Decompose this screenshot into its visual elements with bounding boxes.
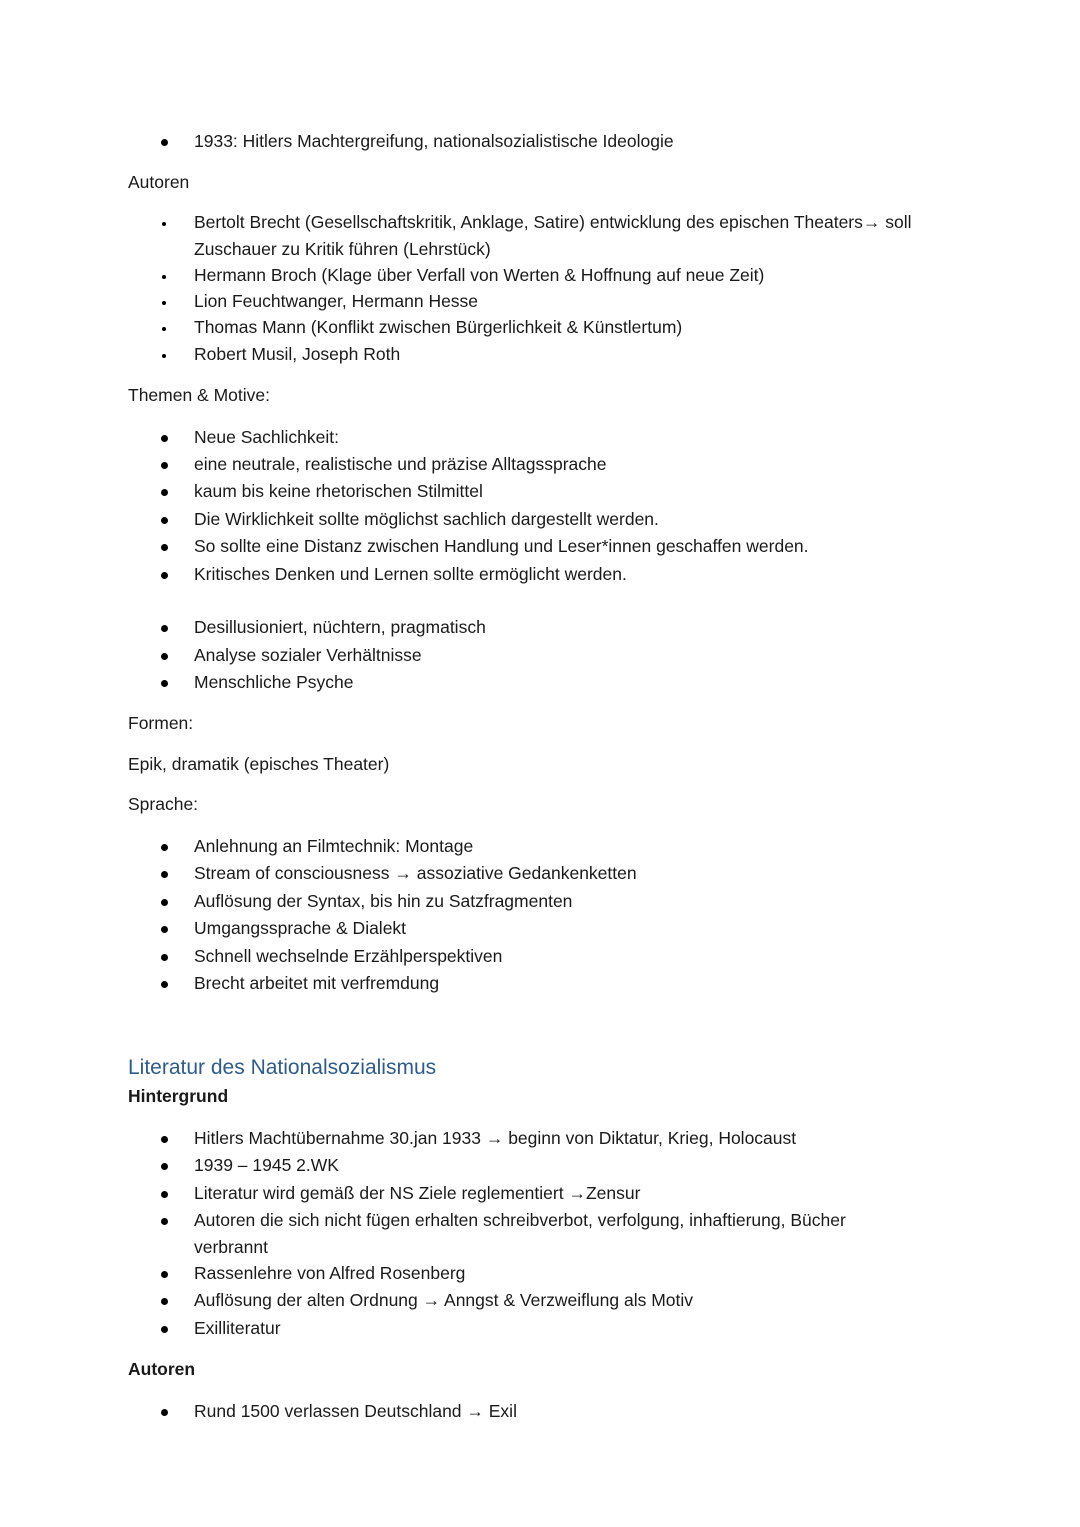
bullet-icon [154, 128, 174, 155]
section-heading: Literatur des Nationalsozialismus [128, 1056, 437, 1079]
list-item: Autoren die sich nicht fügen erhalten schreibverbot, verfolgung, inhaftierung, Bücher [194, 1210, 846, 1230]
list-item: eine neutrale, realistische und präzise Alltagssprache [194, 454, 607, 474]
section-label-themen: Themen & Motive: [128, 385, 270, 405]
bullet-icon [154, 888, 174, 915]
list-item: Rund 1500 verlassen Deutschland → Exil [194, 1401, 517, 1421]
bullet-icon [154, 1315, 174, 1342]
bullet-icon [154, 642, 174, 669]
bullet-icon [154, 314, 174, 341]
list-item: Auflösung der alten Ordnung → Anngst & Verzweiflung als Motiv [194, 1290, 694, 1310]
section-label-sprache: Sprache: [128, 794, 199, 814]
list-item: Lion Feuchtwanger, Hermann Hesse [194, 291, 479, 311]
section-label-formen: Formen: [128, 713, 194, 733]
bullet-icon [154, 669, 174, 696]
list-item: Umgangssprache & Dialekt [194, 918, 407, 938]
list-item: Thomas Mann (Konflikt zwischen Bürgerlichkeit & Künstlertum) [194, 317, 683, 337]
list-item: Rassenlehre von Alfred Rosenberg [194, 1263, 466, 1283]
bullet-icon [154, 833, 174, 860]
bullet-icon [154, 915, 174, 942]
bullet-icon [154, 262, 174, 289]
bullet-icon [154, 1180, 174, 1207]
section-label-hintergrund: Hintergrund [128, 1086, 229, 1106]
list-item: 1933: Hitlers Machtergreifung, nationalsozialistische Ideologie [194, 131, 674, 151]
list-item: Desillusioniert, nüchtern, pragmatisch [194, 617, 486, 637]
bullet-icon [154, 860, 174, 887]
list-item: Menschliche Psyche [194, 672, 354, 692]
list-item-continuation: Zuschauer zu Kritik führen (Lehrstück) [194, 239, 491, 259]
list-item: Literatur wird gemäß der NS Ziele reglementiert →Zensur [194, 1183, 641, 1203]
bullet-icon [154, 1152, 174, 1179]
list-item: Kritisches Denken und Lernen sollte ermöglicht werden. [194, 564, 627, 584]
list-item: kaum bis keine rhetorischen Stilmittel [194, 481, 483, 501]
bullet-icon [154, 424, 174, 451]
bullet-icon [154, 1260, 174, 1287]
list-item: Robert Musil, Joseph Roth [194, 344, 401, 364]
list-item: So sollte eine Distanz zwischen Handlung und Leser*innen geschaffen werden. [194, 536, 809, 556]
bullet-icon [154, 478, 174, 505]
list-item: Auflösung der Syntax, bis hin zu Satzfragmenten [194, 891, 573, 911]
formen-text: Epik, dramatik (episches Theater) [128, 754, 390, 774]
list-item-continuation: verbrannt [194, 1237, 268, 1257]
list-item: Bertolt Brecht (Gesellschaftskritik, Anklage, Satire) entwicklung des epischen Theaters→ soll [194, 212, 912, 232]
bullet-icon [154, 1287, 174, 1314]
bullet-icon [154, 341, 174, 368]
bullet-icon [154, 506, 174, 533]
list-item: Schnell wechselnde Erzählperspektiven [194, 946, 503, 966]
bullet-icon [154, 614, 174, 641]
bullet-icon [154, 533, 174, 560]
section-label-autoren: Autoren [128, 172, 190, 192]
bullet-icon [154, 1125, 174, 1152]
list-item: Analyse sozialer Verhältnisse [194, 645, 422, 665]
bullet-icon [154, 288, 174, 315]
list-item: Hitlers Machtübernahme 30.jan 1933 → beginn von Diktatur, Krieg, Holocaust [194, 1128, 797, 1148]
list-item: Stream of consciousness → assoziative Gedankenketten [194, 863, 637, 883]
list-item: Die Wirklichkeit sollte möglichst sachlich dargestellt werden. [194, 509, 659, 529]
bullet-icon [154, 970, 174, 997]
section-label-autoren-ns: Autoren [128, 1359, 196, 1379]
list-item: Exilliteratur [194, 1318, 281, 1338]
bullet-icon [154, 1207, 174, 1234]
bullet-icon [154, 943, 174, 970]
bullet-icon [154, 561, 174, 588]
list-item: Neue Sachlichkeit: [194, 427, 339, 447]
bullet-icon [154, 451, 174, 478]
bullet-icon [154, 209, 174, 236]
list-item: 1939 – 1945 2.WK [194, 1155, 339, 1175]
bullet-icon [154, 1398, 174, 1425]
list-item: Anlehnung an Filmtechnik: Montage [194, 836, 474, 856]
list-item: Hermann Broch (Klage über Verfall von Werten & Hoffnung auf neue Zeit) [194, 265, 765, 285]
list-item: Brecht arbeitet mit verfremdung [194, 973, 440, 993]
